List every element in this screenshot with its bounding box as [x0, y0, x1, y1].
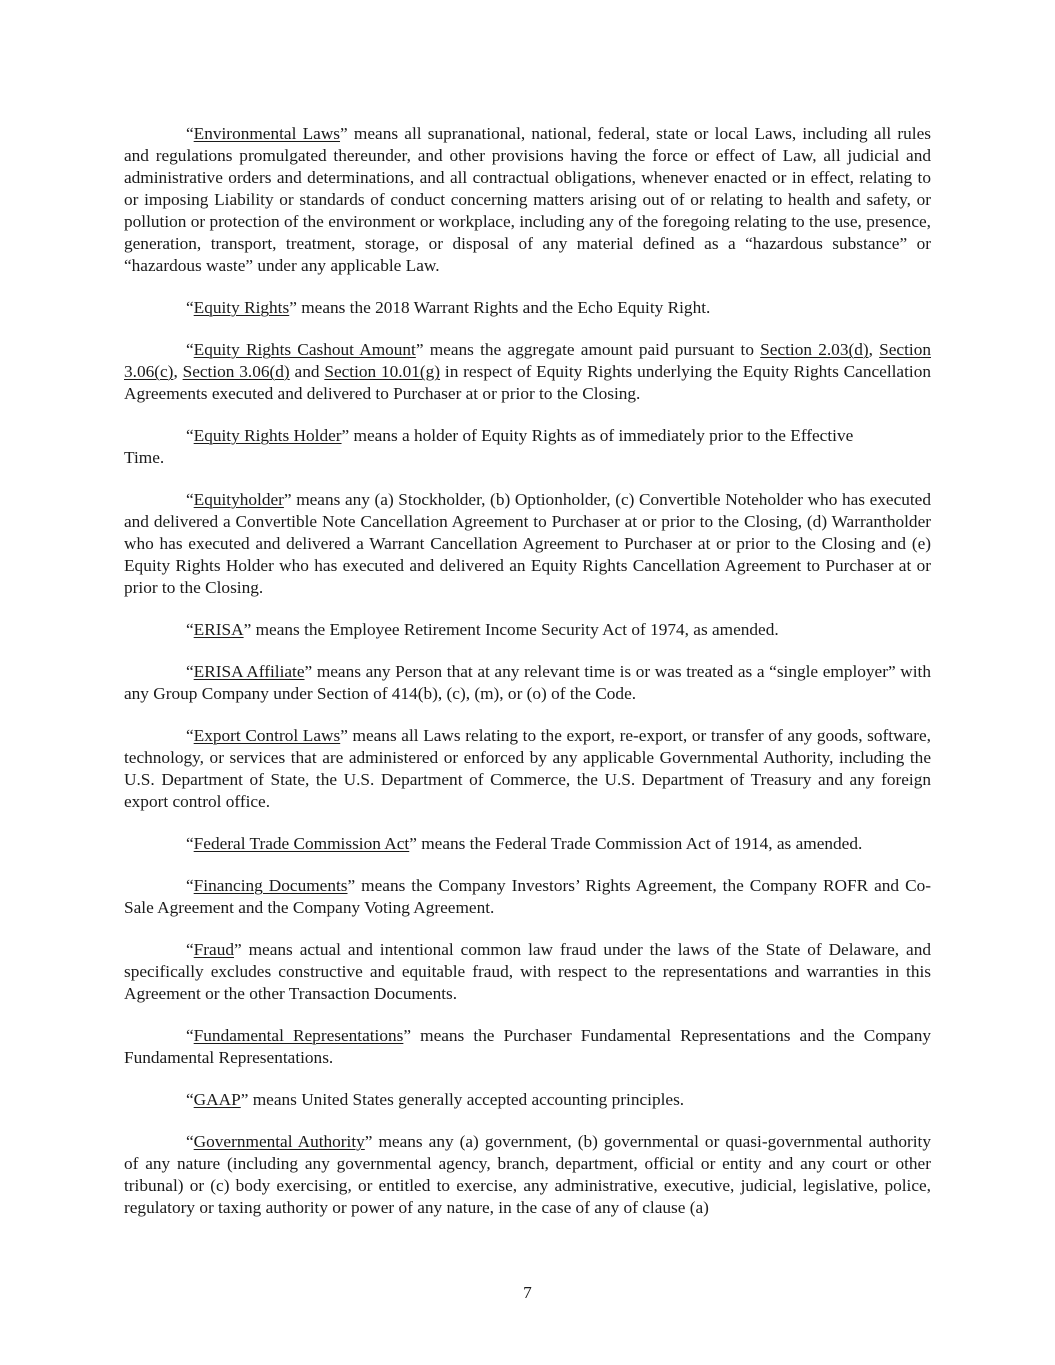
definition-text-continuation: Time. — [124, 448, 165, 467]
defined-term: Environmental Laws — [193, 124, 341, 143]
defined-term: Equity Rights Cashout Amount — [193, 340, 416, 359]
defined-term: Governmental Authority — [193, 1132, 365, 1151]
open-quote: “ — [186, 940, 194, 959]
definition-text: ” means actual and intentional common law fraud under the laws of the State of Delaware, and specifically excludes constructive and equitable fraud, with respect to the representations and warranties in this Agreement or the other Transaction Documents. — [124, 940, 931, 1003]
definitions-body — [124, 123, 931, 1239]
section-reference-link: Section 10.01(g) — [324, 362, 441, 381]
page-number: 7 — [523, 1283, 532, 1302]
definition-text: ” means the 2018 Warrant Rights and the Echo Equity Right. — [289, 298, 711, 317]
open-quote: “ — [186, 426, 194, 445]
open-quote: “ — [186, 1026, 194, 1045]
definition-export-control-laws — [124, 725, 931, 813]
open-quote: “ — [186, 1090, 194, 1109]
defined-term: ERISA — [193, 620, 244, 639]
section-reference-link: Section 3.06(d) — [182, 362, 290, 381]
defined-term: GAAP — [193, 1090, 241, 1109]
definition-equityholder — [124, 489, 931, 599]
definition-equity-rights — [124, 297, 931, 319]
definition-text: ” means all supranational, national, federal, state or local Laws, including all rules and regulations promulgated thereunder, and other provisions having the force or effect of Law, all judicial and administrative orders and determinations, and all contractual obligations, whenever enacted or in effect, relating to or imposing Liability or standards of conduct concerning matters arising out of or relating to health and safety, or pollution or protection of the environment or workplace, including any of the foregoing relating to the use, presence, generation, transport, treatment, storage, or disposal of any material defined as a “hazardous substance” or “hazardous waste” under any applicable Law. — [124, 124, 931, 275]
defined-term: Equity Rights Holder — [193, 426, 342, 445]
definition-environmental-laws — [124, 123, 931, 277]
definition-equity-rights-holder — [124, 425, 931, 469]
definition-text: ” means any Person that at any relevant time is or was treated as a “single employer” with any Group Company under Section of 414(b), (c), (m), or (o) of the Code. — [124, 662, 931, 703]
definition-governmental-authority — [124, 1131, 931, 1219]
definition-text: ” means the aggregate amount paid pursuant to — [415, 340, 761, 359]
definition-text: ” means any (a) Stockholder, (b) Optionholder, (c) Convertible Noteholder who has executed and delivered a Convertible Note Cancellation Agreement to Purchaser at or prior to the Closing, (d) Warrantholder who has executed and delivered a Warrant Cancellation Agreement to Purchaser at or prior to the Closing and (e) Equity Rights Holder who has executed and delivered an Equity Rights Cancellation Agreement to Purchaser at or prior to the Closing. — [124, 490, 931, 597]
definition-erisa-affiliate — [124, 661, 931, 705]
definition-gaap — [124, 1089, 931, 1111]
open-quote: “ — [186, 876, 194, 895]
definition-fundamental-representations — [124, 1025, 931, 1069]
definition-text: ” means all Laws relating to the export, re-export, or transfer of any goods, software, technology, or services that are administered or enforced by any applicable Governmental Authority, including the U.S. Department of State, the U.S. Department of Commerce, the U.S. Department of Treasury and any foreign export control office. — [124, 726, 931, 811]
open-quote: “ — [186, 620, 194, 639]
defined-term: Financing Documents — [193, 876, 348, 895]
section-reference-link: Section 3.06(c) — [124, 340, 931, 381]
defined-term: Federal Trade Commission Act — [193, 834, 410, 853]
definition-text: ” means a holder of Equity Rights as of immediately prior to the Effective — [341, 426, 854, 445]
definition-text: ” means the Purchaser Fundamental Representations and the Company Fundamental Representations. — [124, 1026, 931, 1067]
defined-term: Fraud — [193, 940, 234, 959]
defined-term: Export Control Laws — [193, 726, 341, 745]
definition-erisa — [124, 619, 931, 641]
open-quote: “ — [186, 1132, 194, 1151]
definition-text: ” means the Employee Retirement Income Security Act of 1974, as amended. — [243, 620, 779, 639]
definition-text: ” means the Company Investors’ Rights Agreement, the Company ROFR and Co-Sale Agreement and the Company Voting Agreement. — [124, 876, 931, 917]
open-quote: “ — [186, 834, 194, 853]
definition-text: ” means United States generally accepted accounting principles. — [240, 1090, 685, 1109]
open-quote: “ — [186, 298, 194, 317]
definition-fraud — [124, 939, 931, 1005]
definition-text: ” means any (a) government, (b) governmental or quasi-governmental authority of any nature (including any governmental agency, branch, department, official or entity and any court or other tribunal) or (c) body exercising, or entitled to exercise, any administrative, executive, judicial, legislative, police, regulatory or taxing authority or power of any nature, in the case of any of clause (a) — [124, 1132, 932, 1217]
separator-text: and — [289, 362, 325, 381]
open-quote: “ — [186, 490, 194, 509]
defined-term: Fundamental Representations — [193, 1026, 404, 1045]
section-reference-link: Section 2.03(d) — [760, 340, 869, 359]
open-quote: “ — [186, 124, 194, 143]
definition-financing-documents — [124, 875, 931, 919]
open-quote: “ — [186, 726, 194, 745]
defined-term: Equity Rights — [193, 298, 290, 317]
definition-text: in respect of Equity Rights underlying the Equity Rights Cancellation Agreements executed and delivered to Purchaser at or prior to the Closing. — [124, 362, 931, 403]
defined-term: Equityholder — [193, 490, 284, 509]
definition-equity-rights-cashout-amount — [124, 339, 931, 405]
definition-text: ” means the Federal Trade Commission Act of 1914, as amended. — [409, 834, 863, 853]
open-quote: “ — [186, 662, 194, 681]
definition-federal-trade-commission-act — [124, 833, 931, 855]
defined-term: ERISA Affiliate — [193, 662, 305, 681]
open-quote: “ — [186, 340, 194, 359]
separator-text: , — [868, 340, 880, 359]
separator-text: , — [173, 362, 183, 381]
